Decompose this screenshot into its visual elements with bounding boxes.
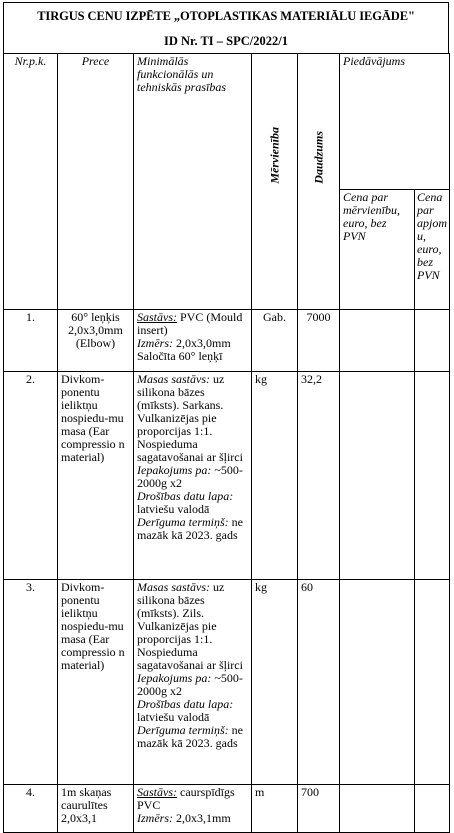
spec-label: Sastāvs: [137, 310, 177, 324]
spec-line [137, 490, 248, 516]
spec-label: Masas sastāvs: [137, 372, 211, 386]
spec-text: latviešu valodā [137, 502, 210, 516]
table-row [4, 580, 450, 785]
spec-label: Drošības datu lapa: [137, 489, 234, 503]
col-header-merv [252, 54, 298, 310]
table-row [4, 310, 450, 372]
spec-text: ~500-2000g x2 [137, 671, 243, 698]
row-nr: 3. [4, 580, 58, 785]
spec-line [137, 724, 248, 750]
row-merv: kg [252, 580, 298, 785]
spec-text: latviešu valodā [137, 710, 210, 724]
row-spec [134, 785, 252, 833]
spec-label: Derīguma termiņš: [137, 723, 229, 737]
spec-text: ne mazāk kā 2023. gads [137, 515, 243, 542]
row-daudzums: 700 [298, 785, 340, 833]
row-daudzums: 60 [298, 580, 340, 785]
spec-line [137, 786, 248, 812]
row-prece: 1m skaņas caurulītes 2,0x3,1 [58, 785, 134, 833]
col-header-piedavajums: Piedāvājums [340, 54, 450, 190]
row-daudzums: 7000 [298, 310, 340, 372]
spec-text: uz silikona bāzes (mīksts). Sarkans. Vulkanizējas pie proporcijas 1:1. Nospieduma sagatavošanai ar šļirci [137, 372, 243, 464]
table-header-row [4, 54, 450, 190]
spec-line [137, 516, 248, 542]
row-merv: Gab. [252, 310, 298, 372]
spec-label: Drošības datu lapa: [137, 697, 234, 711]
price-table [3, 53, 450, 833]
col-header-merv-text: Mērvienība [267, 127, 281, 184]
spec-line [137, 698, 248, 724]
row-merv: m [252, 785, 298, 833]
row-cena-apjomu [415, 372, 450, 580]
spec-label: Sastāvs: [137, 785, 177, 799]
row-nr: 4. [4, 785, 58, 833]
spec-text: ~500-2000g x2 [137, 463, 243, 490]
spec-text: uz silikona bāzes (mīksts). Zils. Vulkanizējas pie proporcijas 1:1. Nospieduma sagatavošanai ar šļirci [137, 580, 243, 672]
row-cena-merv [340, 310, 415, 372]
spec-label: Iepakojums pa: [137, 671, 212, 685]
spec-text: caurspīdīgs PVC [137, 785, 235, 812]
row-spec [134, 372, 252, 580]
row-prece: Divkom-ponentu ieliktņu nospiedu-mu masa (Ear compressio n material) [58, 372, 134, 580]
spec-line [137, 311, 248, 337]
row-nr: 1. [4, 310, 58, 372]
spec-text: 2,0x3,1mm [173, 811, 231, 825]
spec-line [137, 812, 248, 825]
spec-text: Saločīta 60° leņķī [137, 349, 223, 363]
row-spec [134, 580, 252, 785]
spec-text: ne mazāk kā 2023. gads [137, 723, 243, 750]
document-header [3, 2, 449, 54]
spec-label: Izmērs: [137, 811, 173, 825]
spec-text: PVC (Mould insert) [137, 310, 243, 337]
spec-label: Derīguma termiņš: [137, 515, 229, 529]
row-merv: kg [252, 372, 298, 580]
row-daudzums: 32,2 [298, 372, 340, 580]
col-header-prece: Prece [58, 54, 134, 310]
row-cena-apjomu [415, 785, 450, 833]
document-id: ID Nr. TI – SPC/2022/1 [164, 34, 288, 48]
row-prece: 60° leņķis 2,0x3,0mm (Elbow) [58, 310, 134, 372]
spec-text: 2,0x3,0mm [173, 336, 231, 350]
col-header-daudzums-text: Daudzums [311, 131, 325, 184]
row-prece: Divkom-ponentu ieliktņu nospiedu-mu masa (Ear compressio n material) [58, 580, 134, 785]
spec-label: Iepakojums pa: [137, 463, 212, 477]
row-nr: 2. [4, 372, 58, 580]
col-header-cena-apjomu: Cena par apjomu, euro, bez PVN [415, 190, 450, 310]
col-header-daudzums [298, 54, 340, 310]
table-row [4, 372, 450, 580]
row-cena-apjomu [415, 310, 450, 372]
spec-label: Izmērs: [137, 336, 173, 350]
col-header-prasibas: Minimālās funkcionālās un tehniskās prasības [134, 54, 252, 310]
row-cena-merv [340, 580, 415, 785]
row-cena-apjomu [415, 580, 450, 785]
col-header-nr: Nr.p.k. [4, 54, 58, 310]
spec-line [137, 350, 248, 363]
row-spec [134, 310, 252, 372]
col-header-cena-merv: Cena par mērvienību, euro, bez PVN [340, 190, 415, 310]
document-title: TIRGUS CENU IZPĒTE „OTOPLASTIKAS MATERIĀLU IEGĀDE" [37, 9, 415, 23]
table-row [4, 785, 450, 833]
row-cena-merv [340, 785, 415, 833]
row-cena-merv [340, 372, 415, 580]
spec-label: Masas sastāvs: [137, 580, 211, 594]
